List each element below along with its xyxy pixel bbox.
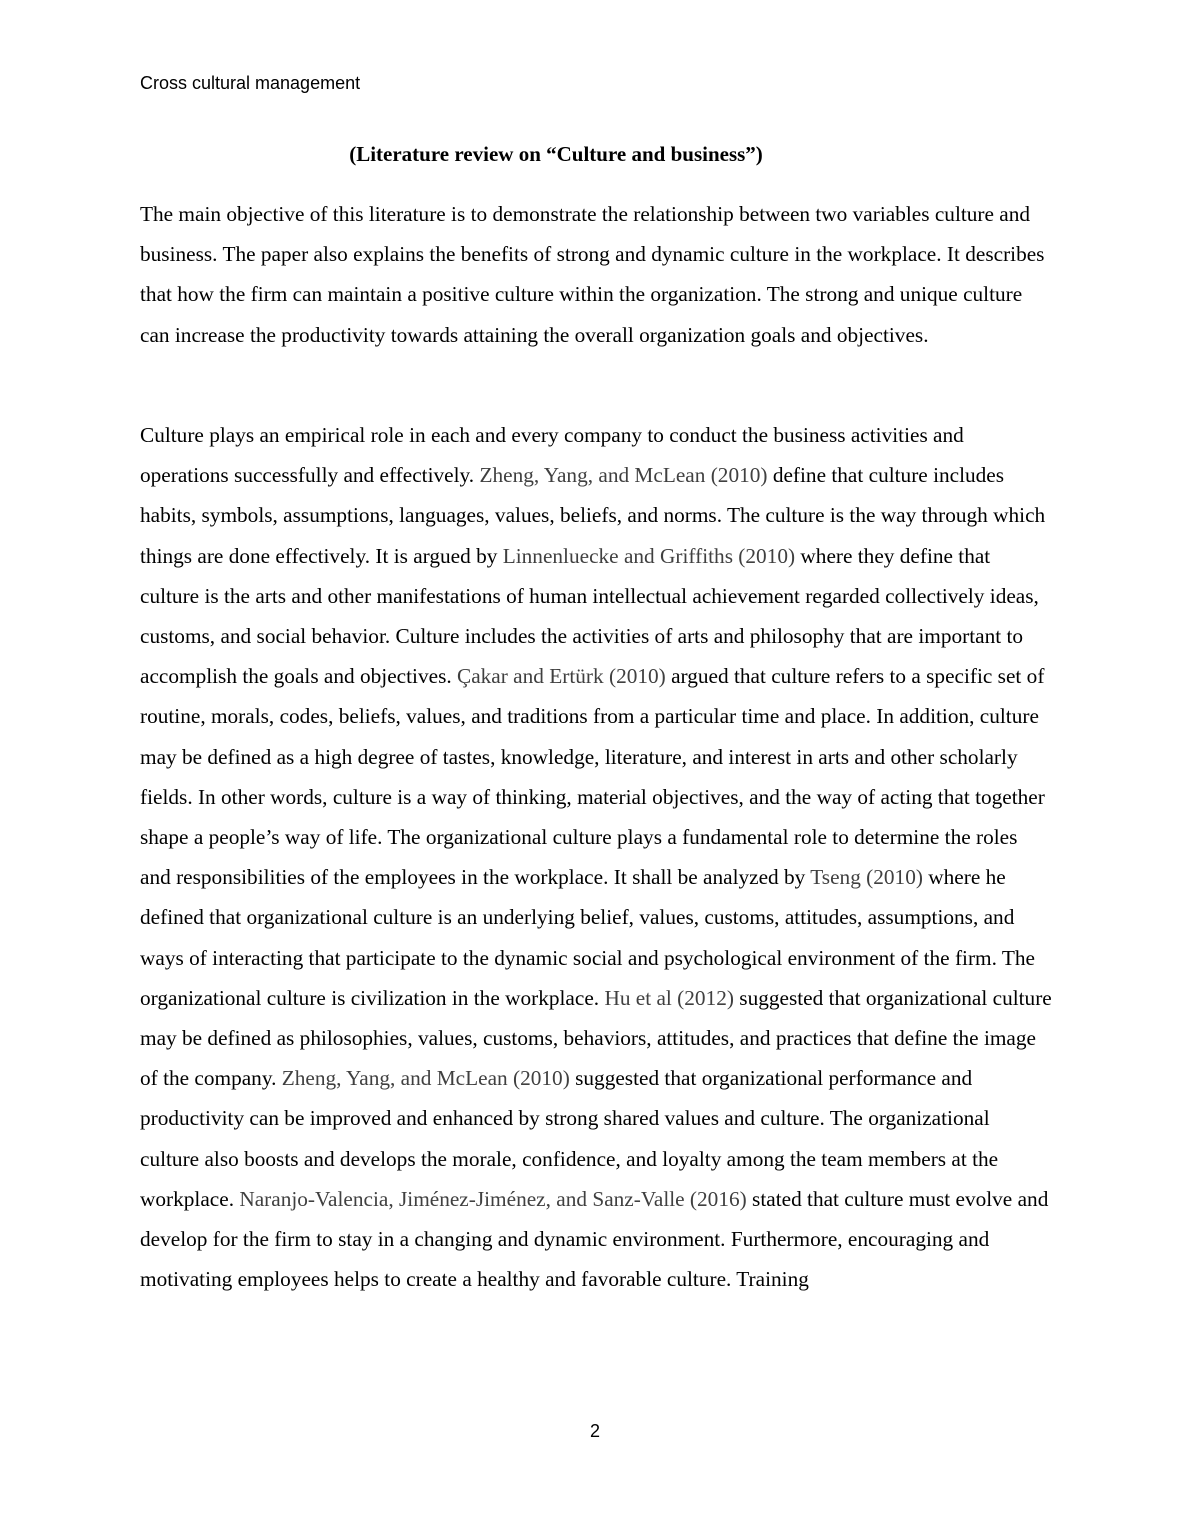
document-title: (Literature review on “Culture and business”) bbox=[349, 142, 763, 166]
paragraph-text: suggested that organizational culture may be defined as philosophies, values, customs, behaviors, attitudes, and practices that define the image of the company. bbox=[140, 985, 1052, 1091]
page-number: 2 bbox=[589, 1421, 600, 1441]
paragraph-text: Culture plays an empirical role in each and every company to conduct the business activities and operations successfully and effectively. bbox=[140, 423, 964, 488]
paragraph-text: where he defined that organizational culture is an underlying belief, values, customs, attitudes, assumptions, and ways of interacting that participate to the dynamic social and psychological environment of the firm. The organizational culture is civilization in the workplace. bbox=[140, 865, 1035, 1010]
citation-naranjo-valencia: Naranjo-Valencia, Jiménez-Jiménez, and Sanz-Valle (2016) bbox=[239, 1186, 747, 1211]
paragraph-culture bbox=[140, 415, 1052, 1299]
citation-hu-et-al: Hu et al (2012) bbox=[604, 985, 734, 1010]
citation-tseng: Tseng (2010) bbox=[810, 865, 923, 890]
paragraph-text: argued that culture refers to a specific set of routine, morals, codes, beliefs, values, and traditions from a particular time and place. In addition, culture may be defined as a high degree of tastes, knowledge, literature, and interest in arts and other scholarly fields. In other words, culture is a way of thinking, material objectives, and the way of acting that together shape a people’s way of life. The organizational culture plays a fundamental role to determine the roles and responsibilities of the employees in the workplace. It shall be analyzed by bbox=[140, 664, 1045, 890]
paragraph-text: where they define that culture is the arts and other manifestations of human intellectual achievement regarded collectively ideas, customs, and social behavior. Culture includes the activities of arts and philosophy that are important to accomplish the goals and objectives. bbox=[140, 543, 1039, 689]
citation-cakar-erturk: Çakar and Ertürk (2010) bbox=[457, 664, 666, 689]
citation-zheng-yang-mclean: Zheng, Yang, and McLean (2010) bbox=[479, 463, 768, 488]
citation-linnenluecke-griffiths: Linnenluecke and Griffiths (2010) bbox=[502, 543, 796, 568]
paragraph-text: define that culture includes habits, symbols, assumptions, languages, values, beliefs, and norms. The culture is the way through which things are done effectively. It is argued by bbox=[140, 463, 1046, 568]
running-header: Cross cultural management bbox=[140, 73, 361, 93]
paragraph-intro: The main objective of this literature is to demonstrate the relationship between two variables culture and business. The paper also explains the benefits of strong and dynamic culture in the workplace. It describes that how the firm can maintain a positive culture within the organization. The strong and unique culture can increase the productivity towards attaining the overall organization goals and objectives. bbox=[140, 202, 1045, 347]
paragraph-text: suggested that organizational performance and productivity can be improved and enhanced by strong shared values and culture. The organizational culture also boosts and develops the morale, confidence, and loyalty among the team members at the workplace. bbox=[140, 1066, 999, 1211]
paragraph-text: stated that culture must evolve and develop for the firm to stay in a changing and dynamic environment. Furthermore, encouraging and motivating employees helps to create a healthy and favorable culture. Training bbox=[140, 1186, 1049, 1292]
citation-zheng-yang-mclean-2: Zheng, Yang, and McLean (2010) bbox=[281, 1066, 570, 1091]
